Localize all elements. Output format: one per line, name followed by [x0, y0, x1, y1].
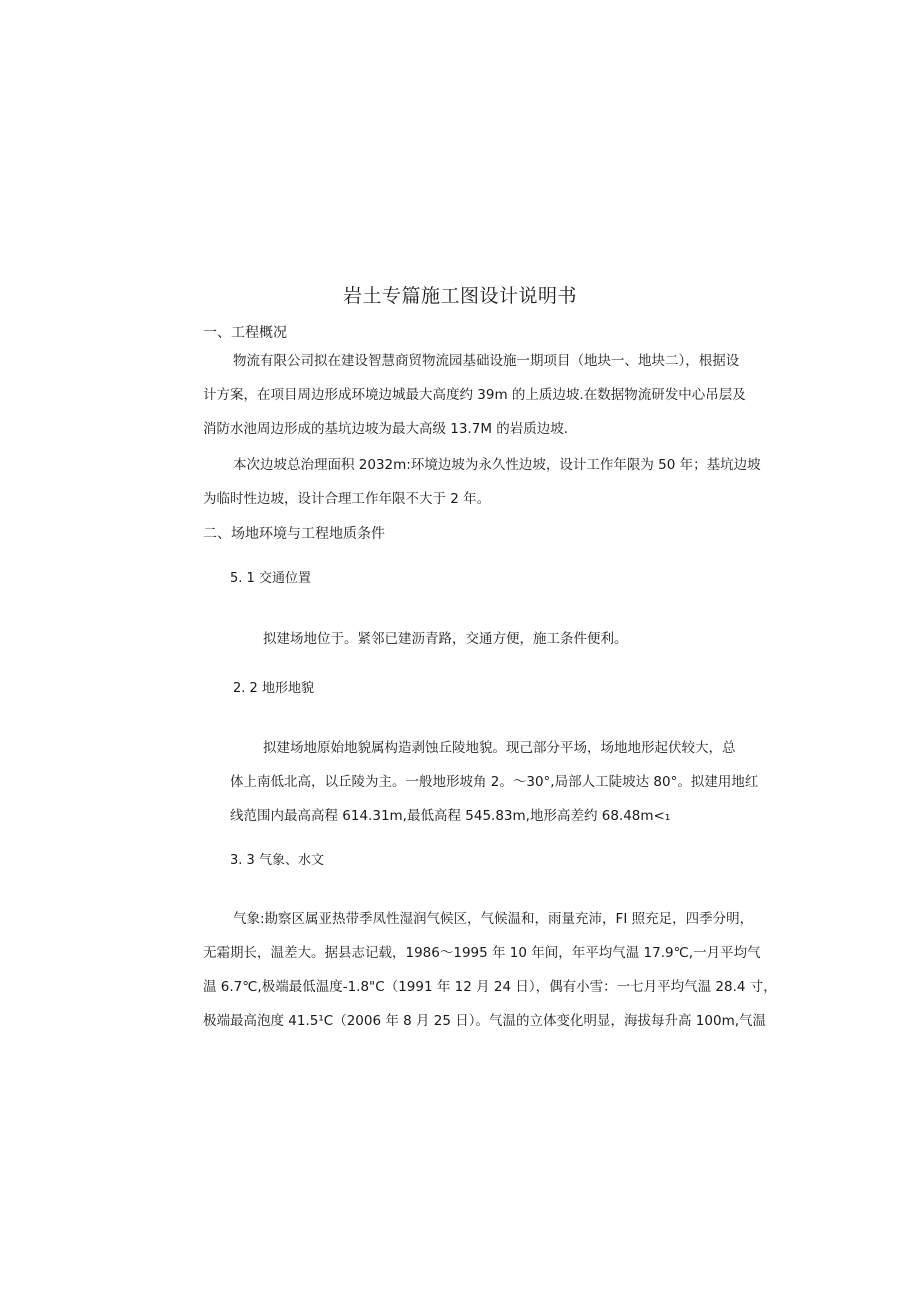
paragraph-line: 本次边坡总治理面积 2032m:环境边坡为永久性边坡，设计工作年限为 50 年；基坑边坡 — [233, 457, 761, 473]
paragraph-line: 物流有限公司拟在建设智慧商贸物流园基础设施一期项目（地块一、地块二），根据设 — [233, 353, 740, 369]
subsection-terrain-heading: 2. 2 地形地貌 — [233, 681, 314, 696]
subsection-traffic-text: 拟建场地位于。紧邻已建沥青路，交通方便，施工条件便利。 — [263, 631, 628, 647]
paragraph-line: 为临时性边坡，设计合理工作年限不大于 2 年。 — [203, 491, 491, 507]
paragraph-line: 温 6.7℃,极端最低温度-1.8"C（1991 年 12 月 24 日），偶有小雪：一七月平均气温 28.4 寸， — [203, 979, 777, 995]
document-title: 岩土专篇施工图设计说明书 — [342, 285, 577, 307]
section-1-paragraph-1 — [203, 344, 746, 446]
subsection-terrain-text — [230, 731, 758, 833]
paragraph-line: 极端最高泡度 41.5¹C（2006 年 8 月 25 日）。气温的立体变化明显，海拔每升高 100m,气温 — [203, 1013, 767, 1029]
subsection-climate-heading: 3. 3 气象、水文 — [230, 853, 324, 868]
paragraph-line: 消防水池周边形成的基坑边坡为最大高级 13.7M 的岩质边坡. — [203, 421, 569, 437]
paragraph-line: 拟建场地原始地貌属构造剥蚀丘陵地貌。现己部分平场，场地地形起伏较大，总 — [263, 740, 736, 756]
section-1-heading: 一、工程概况 — [203, 325, 287, 341]
paragraph-line: 计方案，在项目周边形成环境边城最大高度约 39m 的上质边坡.在数据物流研发中心吊层及 — [203, 387, 746, 403]
paragraph-line: 体上南低北高，以丘陵为主。一般地形坡角 2。～30°,局部人工陡坡达 80°。拟建用地红 — [230, 774, 759, 790]
subsection-climate-text — [203, 902, 777, 1038]
paragraph-line: 线范围内最高高程 614.31m,最低高程 545.83m,地形高差约 68.48m<₁ — [230, 808, 671, 824]
section-1-paragraph-2 — [203, 448, 761, 516]
paragraph-line: 无霜期长，温差大。据县志记载，1986～1995 年 10 年间，年平均气温 17.9℃,一月平均气 — [203, 945, 761, 961]
subsection-traffic-heading: 5. 1 交通位置 — [230, 571, 311, 586]
section-2-heading: 二、场地环境与工程地质条件 — [203, 526, 385, 542]
paragraph-line: 气象:勘察区属亚热带季凤性湿润气候区，气候温和，雨量充沛，FI 照充足，四季分明， — [233, 911, 754, 927]
